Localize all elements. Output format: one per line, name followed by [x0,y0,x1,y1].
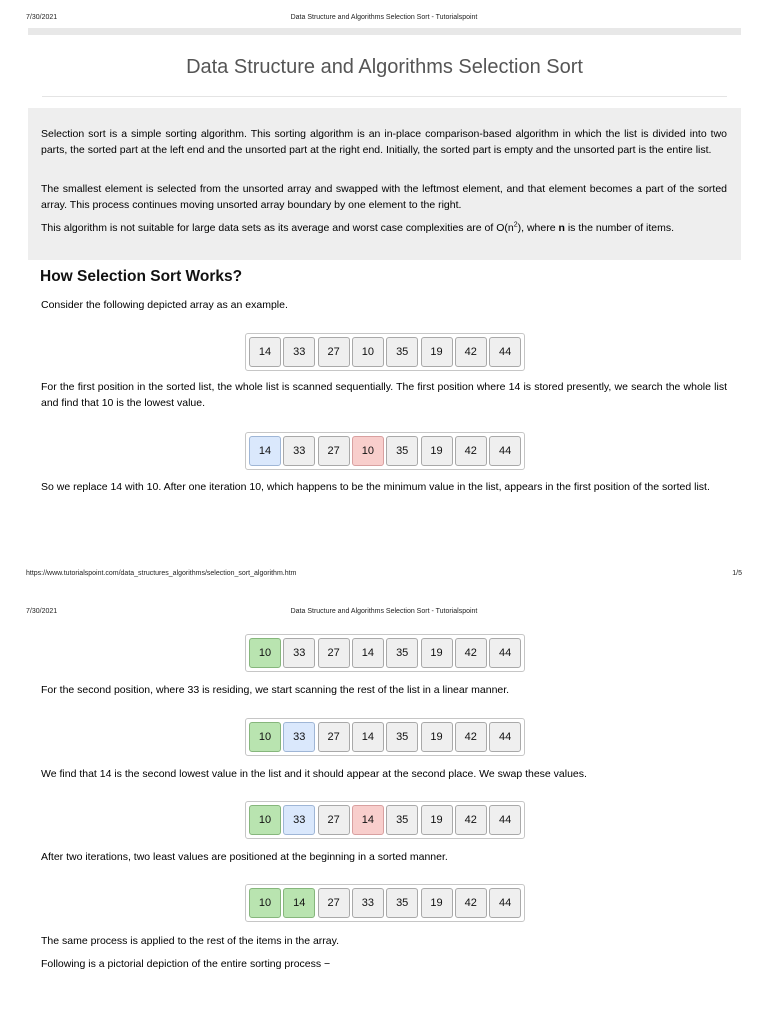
array-cell: 19 [421,888,453,918]
array-cell: 33 [283,436,315,466]
title-divider [42,96,727,97]
text-second-position: For the second position, where 33 is residing, we start scanning the rest of the list in a linear manner. [41,684,510,696]
array-cell: 27 [318,805,350,835]
array-cell: 35 [386,722,418,752]
array-cell: 42 [455,436,487,466]
array-cell: 10 [352,337,384,367]
array-cell: 33 [283,805,315,835]
array-cell: 19 [421,638,453,668]
array-cell: 35 [386,805,418,835]
text-pictorial-depiction: Following is a pictorial depiction of the entire sorting process − [41,958,331,970]
array-row [245,884,525,922]
print-url: https://www.tutorialspoint.com/data_structures_algorithms/selection_sort_algorithm.htm [26,570,297,577]
array-cell: 14 [283,888,315,918]
array-cell: 27 [318,888,350,918]
array-row [245,634,525,672]
array-cell: 19 [421,337,453,367]
array-cell: 42 [455,337,487,367]
array-cell: 10 [249,888,281,918]
print-date: 7/30/2021 [26,608,58,615]
text-two-iterations: After two iterations, two least values are positioned at the beginning in a sorted manner. [41,851,448,863]
array-row [245,333,525,371]
array-cell: 42 [455,722,487,752]
array-cell: 44 [489,888,521,918]
page-title: Data Structure and Algorithms Selection Sort [186,56,583,78]
array-cell: 27 [318,638,350,668]
array-cell: 27 [318,722,350,752]
array-cell: 42 [455,888,487,918]
text-first-swap: So we replace 14 with 10. After one iteration 10, which happens to be the minimum value in the list, appears in the first position of the sorted list. [41,481,710,493]
array-cell: 44 [489,638,521,668]
array-cell: 44 [489,722,521,752]
array-cell: 14 [352,638,384,668]
array-cell: 33 [283,722,315,752]
text-first-position: For the first position in the sorted list, the whole list is scanned sequentially. The first position where 14 is stored presently, we search the whole list and find that 10 is the lowest value. [41,381,727,409]
array-cell: 44 [489,805,521,835]
array-cell: 10 [249,638,281,668]
array-cell: 35 [386,436,418,466]
section-heading: How Selection Sort Works? [40,268,243,285]
intro-paragraph-3 [41,220,727,236]
array-row [245,432,525,470]
print-page-number: 1/5 [732,570,742,577]
array-cell: 35 [386,888,418,918]
print-date: 7/30/2021 [26,14,58,21]
intro-paragraph-2: The smallest element is selected from the unsorted array and swapped with the leftmost element, and that element becomes a part of the sorted array. This process continues moving unsorted array boundary by one element to the right. [41,183,727,211]
array-cell: 33 [283,638,315,668]
intro-p3-text-a: This algorithm is not suitable for large data sets as its average and worst case complexities are of O(n [41,222,514,234]
array-cell: 10 [249,722,281,752]
array-cell: 35 [386,337,418,367]
print-doc-title: Data Structure and Algorithms Selection Sort - Tutorialspoint [290,608,478,615]
print-doc-title: Data Structure and Algorithms Selection Sort - Tutorialspoint [290,14,478,21]
array-row [245,801,525,839]
array-cell: 42 [455,638,487,668]
array-cell: 27 [318,436,350,466]
array-cell: 14 [352,805,384,835]
array-cell: 44 [489,337,521,367]
array-cell: 19 [421,436,453,466]
variable-n: n [558,222,565,234]
array-cell: 10 [352,436,384,466]
array-cell: 14 [249,337,281,367]
array-cell: 33 [352,888,384,918]
array-cell: 10 [249,805,281,835]
array-cell: 14 [352,722,384,752]
array-cell: 19 [421,805,453,835]
exponent: 2 [513,221,518,229]
text-same-process: The same process is applied to the rest of the items in the array. [41,935,340,947]
array-cell: 33 [283,337,315,367]
text-example-intro: Consider the following depicted array as an example. [41,299,288,311]
array-cell: 27 [318,337,350,367]
intro-paragraph-1: Selection sort is a simple sorting algorithm. This sorting algorithm is an in-place comparison-based algorithm in which the list is divided into two parts, the sorted part at the left end and the unsorted part at the right end. Initially, the sorted part is empty and the unsorted part is the entire list. [41,128,727,156]
array-cell: 44 [489,436,521,466]
array-cell: 35 [386,638,418,668]
text-second-swap: We find that 14 is the second lowest value in the list and it should appear at the second place. We swap these values. [41,768,587,780]
array-cell: 19 [421,722,453,752]
array-row [245,718,525,756]
intro-p3-text-c: is the number of items. [564,222,675,234]
array-cell: 14 [249,436,281,466]
array-cell: 42 [455,805,487,835]
intro-p3-text-b: ), where [517,222,559,234]
top-bar [28,28,741,35]
